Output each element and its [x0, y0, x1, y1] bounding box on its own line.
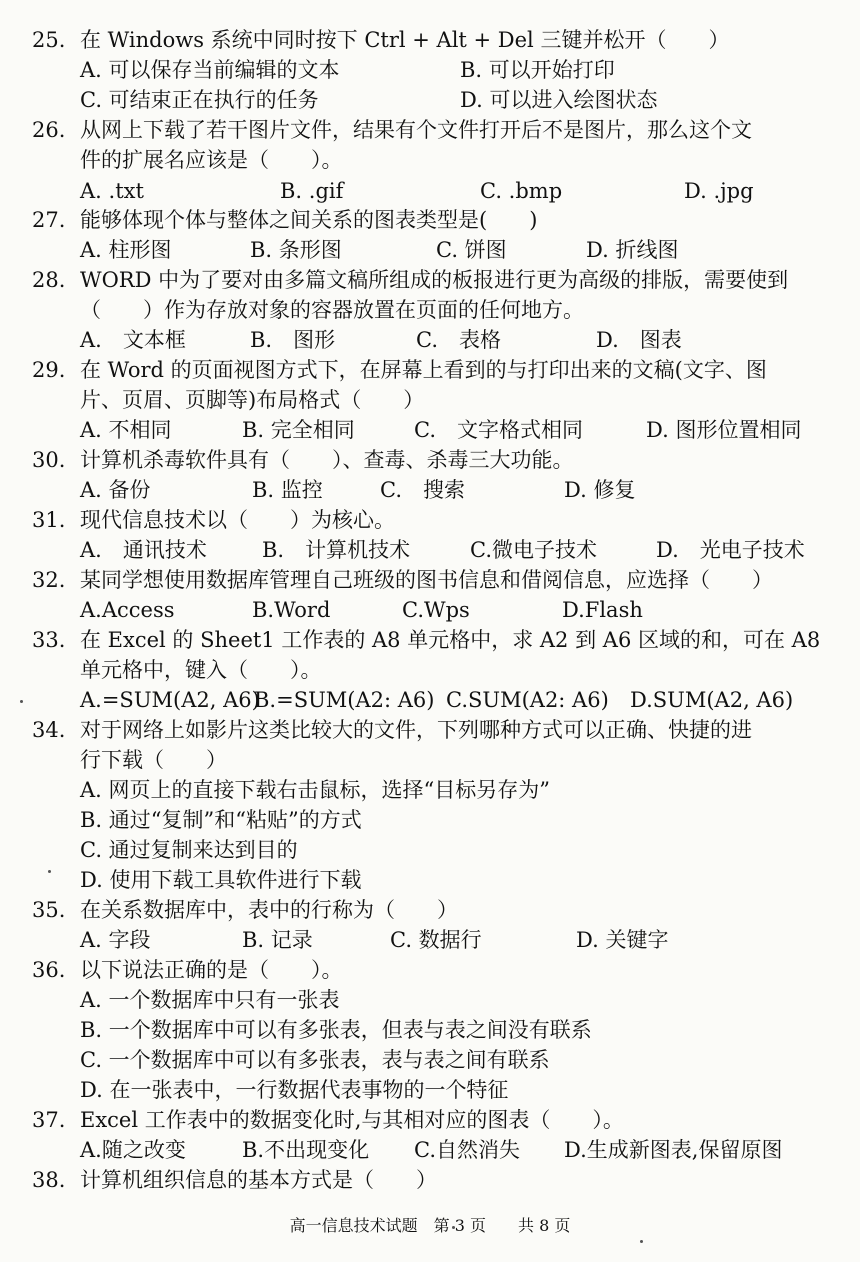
answer-option: A. 网页上的直接下载右击鼠标，选择“目标另存为”	[80, 778, 550, 802]
answer-option: C. 饼图	[436, 238, 507, 262]
answer-option: D. 图形位置相同	[646, 418, 802, 442]
answer-option: C. 搜索	[380, 478, 465, 502]
answer-option: C.微电子技术	[470, 538, 597, 562]
question-number: 28.	[32, 268, 66, 292]
page-footer: 高一信息技术试题 第 3 页 共 8 页	[289, 1216, 571, 1235]
question-number: 27.	[32, 208, 66, 232]
question-stem: 在 Windows 系统中同时按下 Ctrl + Alt + Del 三键并松开（ ）	[80, 28, 730, 52]
answer-option: B. .gif	[280, 179, 344, 203]
answer-option: A.=SUM(A2, A6)	[80, 688, 260, 712]
question-stem: 片、页眉、页脚等)布局格式（ ）	[80, 388, 425, 412]
question-stem: 现代信息技术以（ ）为核心。	[80, 508, 395, 532]
question-number: 37.	[32, 1108, 66, 1132]
answer-option: B.Word	[252, 598, 331, 622]
scan-speck	[48, 870, 51, 873]
answer-option: D. 光电子技术	[656, 538, 805, 562]
answer-option: D. .jpg	[684, 179, 754, 203]
answer-option: A. .txt	[80, 179, 144, 203]
answer-option: A.Access	[80, 598, 175, 622]
answer-option: B. 记录	[242, 928, 313, 952]
answer-option: B. 条形图	[250, 238, 342, 262]
scan-speck	[640, 1240, 643, 1243]
answer-option: A. 文本框	[80, 328, 186, 352]
answer-option: B.不出现变化	[242, 1138, 370, 1162]
answer-option: A. 柱形图	[80, 238, 172, 262]
answer-option: A. 不相同	[80, 418, 172, 442]
answer-option: C.SUM(A2: A6)	[446, 688, 609, 712]
question-stem: 行下载（ ）	[80, 748, 227, 772]
answer-option: B.=SUM(A2: A6)	[254, 688, 435, 712]
answer-option: C. 可结束正在执行的任务	[80, 88, 319, 112]
question-stem: 在 Word 的页面视图方式下，在屏幕上看到的与打印出来的文稿(文字、图	[80, 358, 767, 382]
question-number: 26.	[32, 118, 66, 142]
question-number: 34.	[32, 718, 66, 742]
answer-option: D. 在一张表中，一行数据代表事物的一个特征	[80, 1078, 509, 1102]
answer-option: C.Wps	[402, 598, 470, 622]
question-stem: 对于网络上如影片这类比较大的文件，下列哪种方式可以正确、快捷的进	[80, 718, 752, 742]
question-number: 36.	[32, 958, 66, 982]
question-number: 31.	[32, 508, 66, 532]
question-number: 38.	[32, 1168, 66, 1192]
answer-option: C. .bmp	[480, 179, 563, 203]
answer-option: C. 表格	[416, 328, 501, 352]
question-number: 35.	[32, 898, 66, 922]
answer-option: D.生成新图表,保留原图	[564, 1138, 783, 1162]
answer-option: A.随之改变	[80, 1138, 186, 1162]
answer-option: A. 可以保存当前编辑的文本	[80, 58, 340, 82]
answer-option: A. 备份	[80, 478, 151, 502]
question-number: 30.	[32, 448, 66, 472]
answer-option: B. 监控	[252, 478, 323, 502]
question-number: 33.	[32, 628, 66, 652]
answer-option: D. 图表	[596, 328, 682, 352]
question-stem: 在 Excel 的 Sheet1 工作表的 A8 单元格中，求 A2 到 A6 区域的和，可在 A8	[80, 628, 821, 652]
answer-option: A. 一个数据库中只有一张表	[80, 988, 340, 1012]
answer-option: B. 通过“复制”和“粘贴”的方式	[80, 808, 362, 832]
answer-option: C. 文字格式相同	[414, 418, 583, 442]
question-number: 25.	[32, 28, 66, 52]
answer-option: D. 关键字	[576, 928, 669, 952]
answer-option: B. 完全相同	[242, 418, 355, 442]
answer-option: D.Flash	[562, 598, 643, 622]
answer-option: C. 数据行	[390, 928, 482, 952]
answer-option: D. 使用下载工具软件进行下载	[80, 868, 362, 892]
question-stem: 在关系数据库中，表中的行称为（ ）	[80, 898, 458, 922]
question-stem: （ ）作为存放对象的容器放置在页面的任何地方。	[80, 298, 584, 322]
answer-option: A. 通讯技术	[80, 538, 207, 562]
answer-option: A. 字段	[80, 928, 151, 952]
answer-option: C. 通过复制来达到目的	[80, 838, 298, 862]
question-stem: 从网上下载了若干图片文件，结果有个文件打开后不是图片，那么这个文	[80, 118, 752, 142]
question-stem: 计算机组织信息的基本方式是（ ）	[80, 1168, 437, 1192]
question-stem: 件的扩展名应该是（ ）。	[80, 148, 343, 172]
scan-speck	[20, 700, 23, 703]
question-stem: 某同学想使用数据库管理自己班级的图书信息和借阅信息，应选择（ ）	[80, 568, 773, 592]
question-stem: Excel 工作表中的数据变化时,与其相对应的图表（ ）。	[80, 1108, 624, 1132]
answer-option: D. 折线图	[586, 238, 679, 262]
answer-option: B. 可以开始打印	[460, 58, 615, 82]
answer-option: B. 计算机技术	[262, 538, 411, 562]
question-stem: 能够体现个体与整体之间关系的图表类型是( )	[80, 208, 538, 232]
answer-option: B. 一个数据库中可以有多张表，但表与表之间没有联系	[80, 1018, 592, 1042]
question-stem: 以下说法正确的是（ ）。	[80, 958, 343, 982]
answer-option: B. 图形	[250, 328, 336, 352]
answer-option: D. 可以进入绘图状态	[460, 88, 658, 112]
question-number: 29.	[32, 358, 66, 382]
question-stem: 单元格中，键入（ ）。	[80, 658, 322, 682]
answer-option: D. 修复	[564, 478, 636, 502]
question-stem: WORD 中为了要对由多篇文稿所组成的板报进行更为高级的排版，需要使到	[80, 268, 789, 292]
question-number: 32.	[32, 568, 66, 592]
answer-option: C. 一个数据库中可以有多张表，表与表之间有联系	[80, 1048, 550, 1072]
question-stem: 计算机杀毒软件具有（ ）、查毒、杀毒三大功能。	[80, 448, 574, 472]
answer-option: D.SUM(A2, A6)	[630, 688, 794, 712]
answer-option: C.自然消失	[414, 1138, 520, 1162]
